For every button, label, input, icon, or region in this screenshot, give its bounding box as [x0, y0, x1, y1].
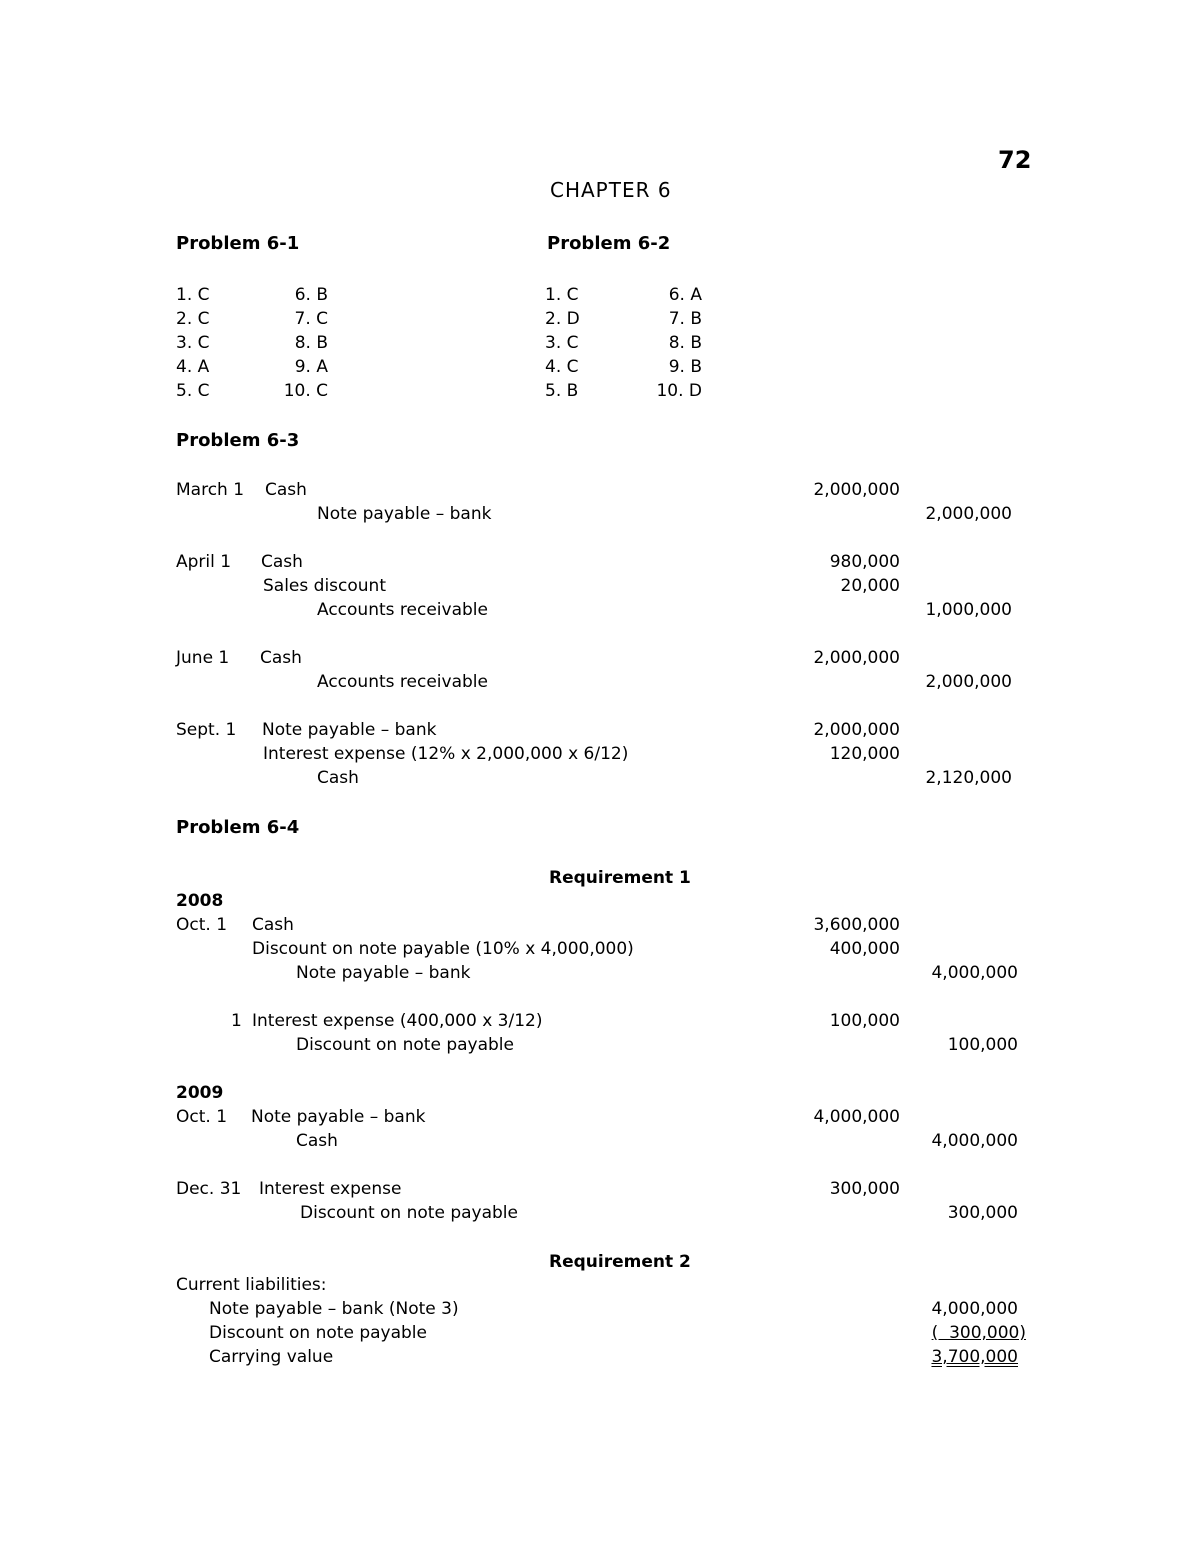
answer-item: 2. D [545, 309, 580, 329]
problem-6-4-heading: Problem 6-4 [176, 817, 300, 838]
entry-account: Discount on note payable [296, 1035, 514, 1055]
current-liabilities-label: Current liabilities: [176, 1275, 327, 1295]
entry-date: Sept. 1 [176, 720, 237, 740]
entry-credit: 2,000,000 [925, 504, 1012, 524]
entry-account: Sales discount [263, 576, 386, 596]
entry-account: Note payable – bank [317, 504, 492, 524]
answer-item: 3. C [176, 333, 210, 353]
entry-account: Note payable – bank [262, 720, 437, 740]
entry-date: June 1 [176, 648, 230, 668]
entry-date: April 1 [176, 552, 232, 572]
entry-account: Note payable – bank [296, 963, 471, 983]
entry-debit: 4,000,000 [813, 1107, 900, 1127]
entry-account: Note payable – bank [251, 1107, 426, 1127]
entry-debit: 100,000 [829, 1011, 900, 1031]
entry-account: Interest expense (12% x 2,000,000 x 6/12) [263, 744, 629, 764]
entry-account: Accounts receivable [317, 600, 488, 620]
liability-label: Carrying value [209, 1347, 334, 1367]
entry-date: Dec. 31 [176, 1179, 242, 1199]
carrying-value-amount: 3,700,000 [931, 1347, 1018, 1367]
liability-amount: 4,000,000 [931, 1299, 1018, 1319]
answer-item: 9. A [294, 357, 328, 377]
entry-date: March 1 [176, 480, 245, 500]
answer-item: 7. B [668, 309, 702, 329]
entry-debit: 2,000,000 [813, 720, 900, 740]
answer-item: 6. A [668, 285, 702, 305]
entry-account: Discount on note payable (10% x 4,000,000) [252, 939, 634, 959]
answer-item: 4. A [176, 357, 210, 377]
entry-account: Cash [261, 552, 303, 572]
liability-amount: ( 300,000) [931, 1323, 1026, 1343]
entry-date: Oct. 1 [176, 1107, 228, 1127]
entry-credit: 300,000 [947, 1203, 1018, 1223]
entry-debit: 20,000 [840, 576, 900, 596]
entry-debit: 120,000 [829, 744, 900, 764]
problem-6-1-heading: Problem 6-1 [176, 233, 300, 254]
answer-item: 6. B [294, 285, 328, 305]
year-2009: 2009 [176, 1083, 224, 1103]
entry-account: Cash [317, 768, 359, 788]
entry-debit: 400,000 [829, 939, 900, 959]
answer-item: 9. B [668, 357, 702, 377]
entry-debit: 3,600,000 [813, 915, 900, 935]
entry-debit: 980,000 [829, 552, 900, 572]
answer-item: 4. C [545, 357, 579, 377]
answer-item: 7. C [294, 309, 328, 329]
entry-date: 1 [231, 1011, 242, 1031]
page-number: 72 [998, 146, 1032, 174]
answer-item: 1. C [545, 285, 579, 305]
entry-credit: 4,000,000 [931, 1131, 1018, 1151]
entry-account: Interest expense [259, 1179, 402, 1199]
entry-credit: 4,000,000 [931, 963, 1018, 983]
entry-account: Cash [260, 648, 302, 668]
entry-account: Cash [265, 480, 307, 500]
answer-item: 3. C [545, 333, 579, 353]
entry-credit: 2,000,000 [925, 672, 1012, 692]
liability-label: Note payable – bank (Note 3) [209, 1299, 459, 1319]
entry-account: Accounts receivable [317, 672, 488, 692]
entry-account: Cash [252, 915, 294, 935]
requirement-1-heading: Requirement 1 [549, 868, 691, 888]
problem-6-3-heading: Problem 6-3 [176, 430, 300, 451]
entry-date: Oct. 1 [176, 915, 228, 935]
year-2008: 2008 [176, 891, 224, 911]
chapter-title: CHAPTER 6 [550, 178, 672, 202]
entry-credit: 100,000 [947, 1035, 1018, 1055]
answer-item: 2. C [176, 309, 210, 329]
answer-item: 8. B [668, 333, 702, 353]
entry-account: Discount on note payable [300, 1203, 518, 1223]
entry-debit: 300,000 [829, 1179, 900, 1199]
requirement-2-heading: Requirement 2 [549, 1252, 691, 1272]
entry-debit: 2,000,000 [813, 480, 900, 500]
answer-item: 8. B [294, 333, 328, 353]
entry-account: Interest expense (400,000 x 3/12) [252, 1011, 543, 1031]
answer-item: 10. C [283, 381, 328, 401]
problem-6-2-heading: Problem 6-2 [547, 233, 671, 254]
entry-credit: 2,120,000 [925, 768, 1012, 788]
liability-label: Discount on note payable [209, 1323, 427, 1343]
entry-account: Cash [296, 1131, 338, 1151]
entry-debit: 2,000,000 [813, 648, 900, 668]
answer-item: 5. C [176, 381, 210, 401]
answer-item: 5. B [545, 381, 579, 401]
entry-credit: 1,000,000 [925, 600, 1012, 620]
answer-item: 10. D [656, 381, 702, 401]
answer-item: 1. C [176, 285, 210, 305]
